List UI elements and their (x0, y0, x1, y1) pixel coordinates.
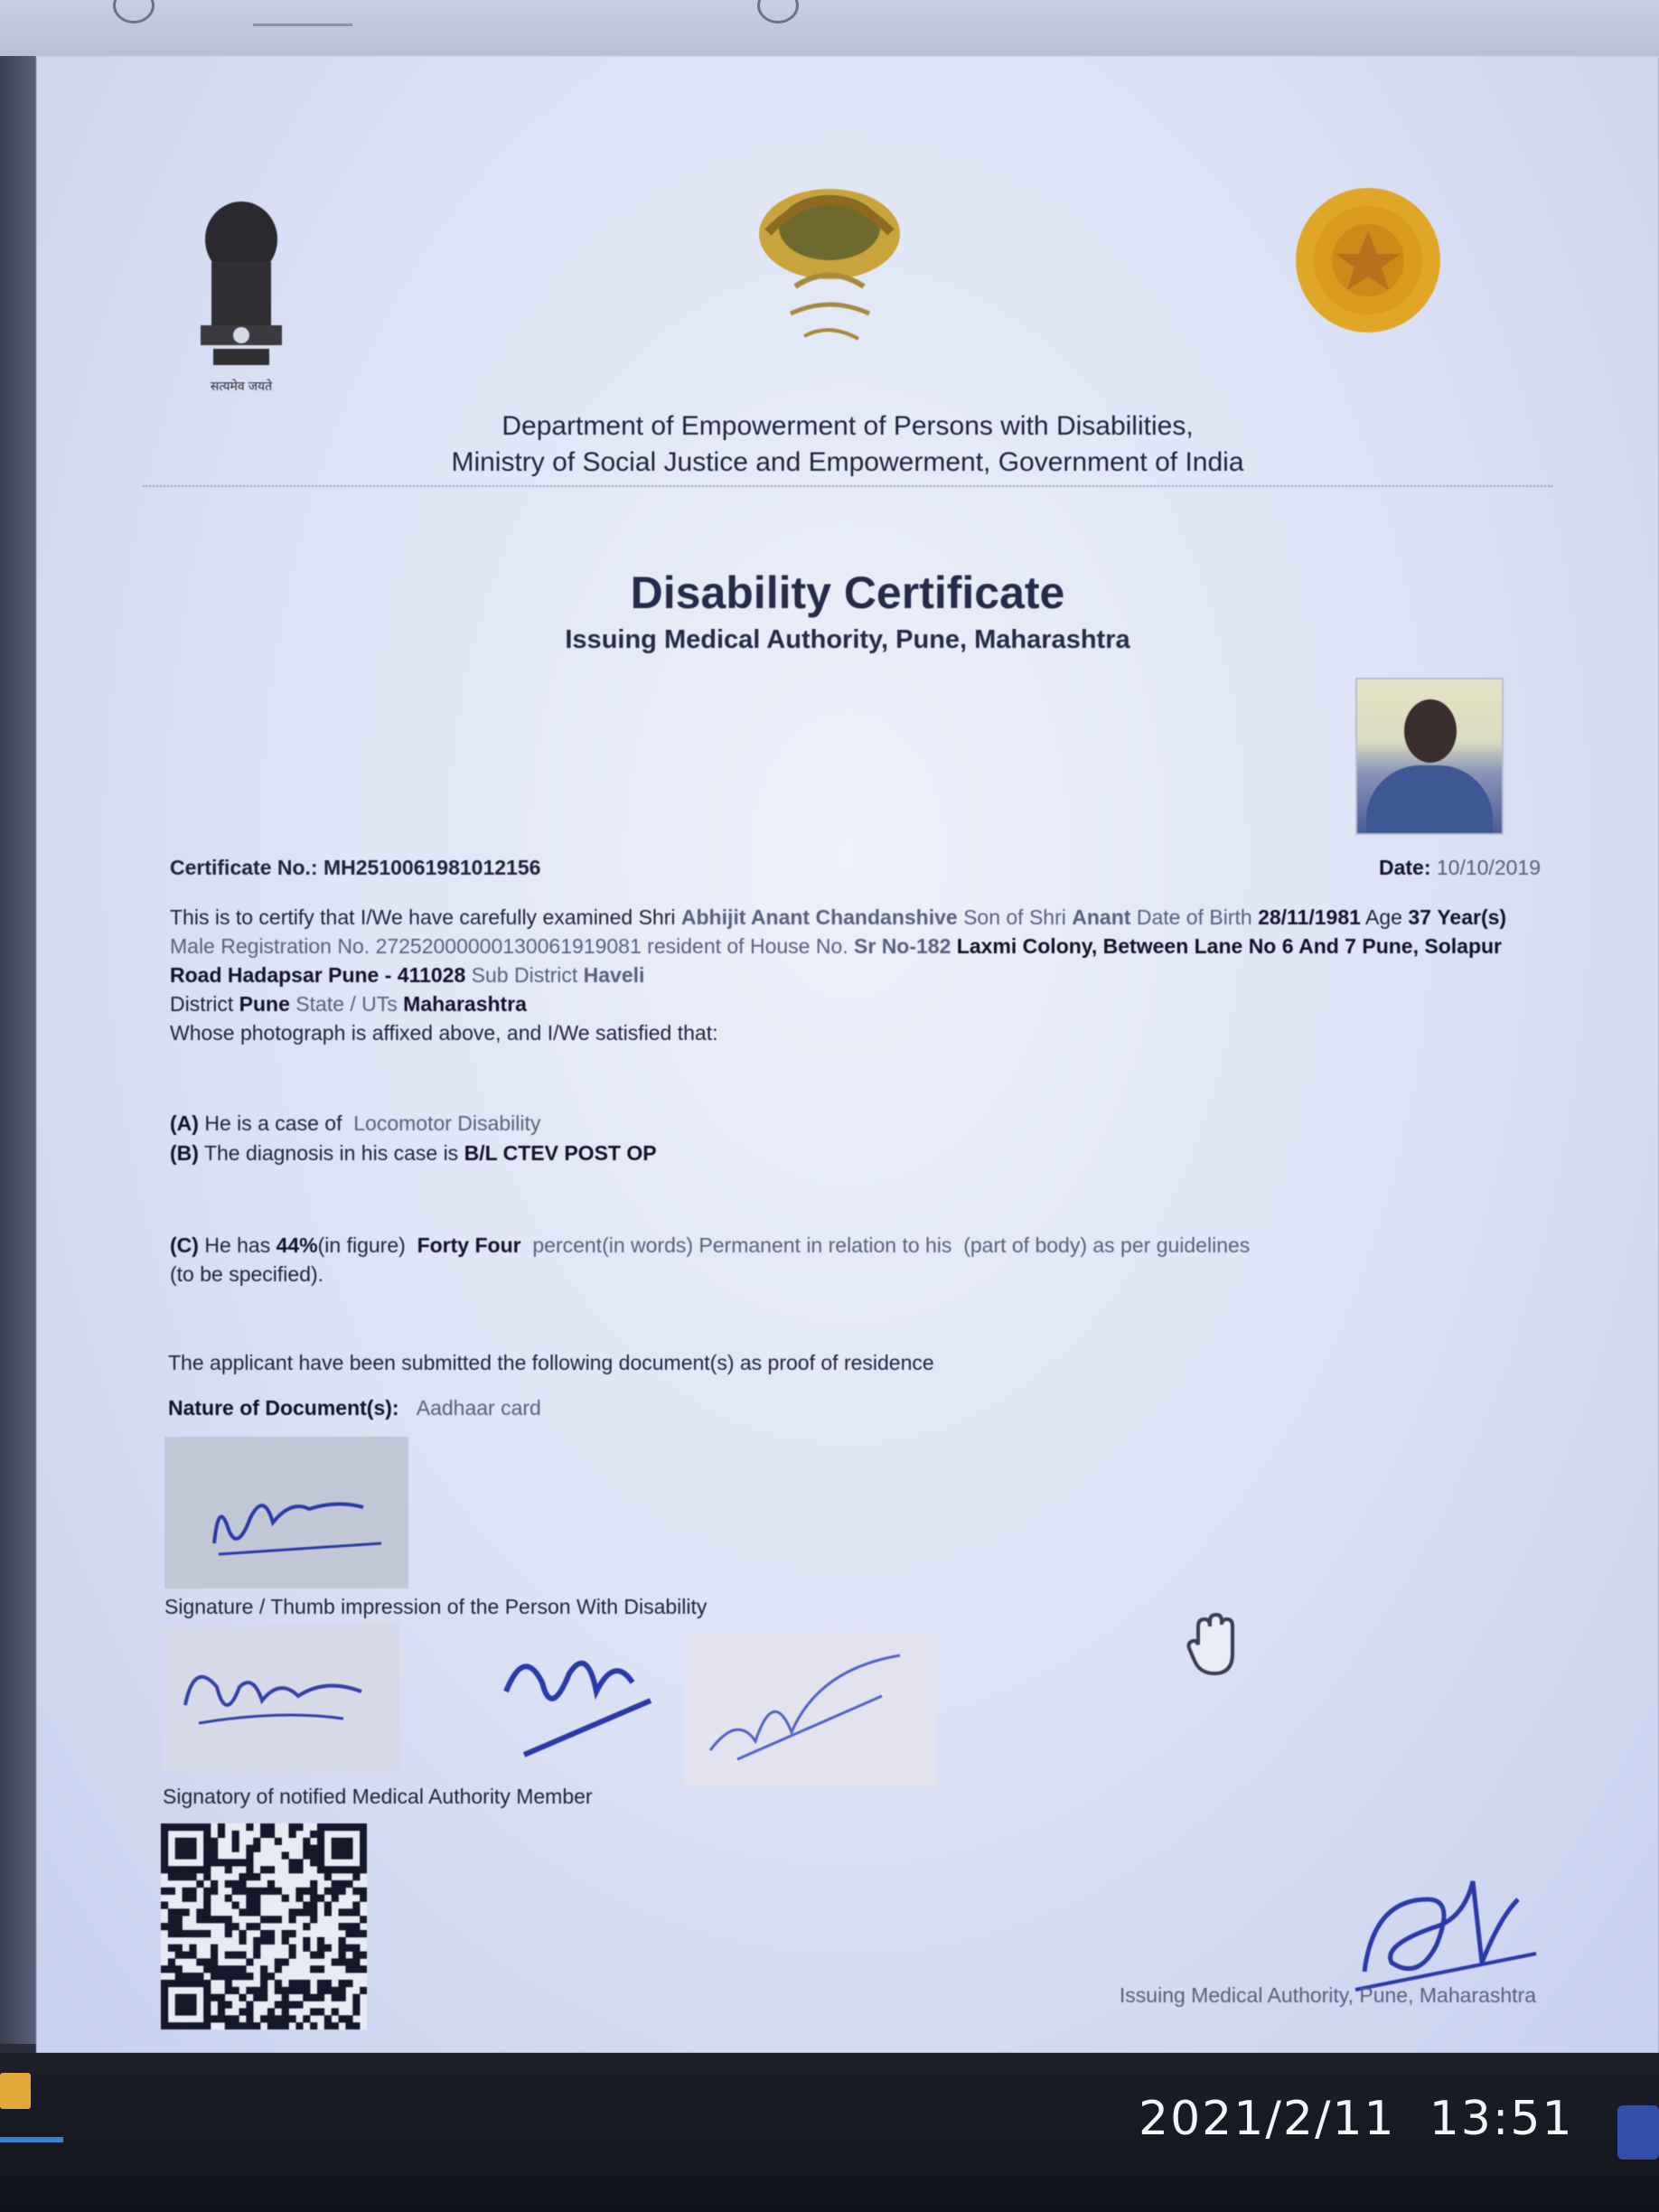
nature-of-documents (168, 1393, 541, 1422)
son-of-label: Son of Shri (963, 905, 1066, 929)
folder-icon[interactable] (0, 2073, 31, 2109)
father-name: Anant (1072, 905, 1131, 929)
disability-percent-words: Forty Four (417, 1233, 521, 1257)
applicant-photo (1355, 678, 1504, 835)
active-app-indicator (0, 2137, 63, 2142)
item-c-text1: He has (204, 1233, 271, 1257)
person-signature (164, 1437, 408, 1589)
sub-district-value: Haveli (583, 963, 645, 987)
certificate-subtitle: Issuing Medical Authority, Pune, Maharashtra (565, 625, 1130, 654)
state-label: State / UTs (295, 992, 398, 1016)
submitted-statement (168, 1348, 934, 1377)
district-label: District (170, 992, 234, 1016)
authority-signature-caption (163, 1782, 593, 1811)
toolbar-round-button[interactable] (757, 0, 799, 23)
item-b-label: (B) (170, 1141, 199, 1165)
dob-value: 28/11/1981 (1258, 905, 1361, 929)
notification-icon[interactable] (1617, 2105, 1659, 2160)
issuing-authority-signature (1328, 1863, 1545, 1999)
department-heading (36, 408, 1659, 481)
date-value: 10/10/2019 (1436, 856, 1541, 879)
state-value: Maharashtra (403, 992, 527, 1016)
item-c-label: (C) (170, 1233, 199, 1257)
toolbar-round-button[interactable] (113, 0, 155, 23)
photo-statement: Whose photograph is affixed above, and I/We satisfied that: (170, 1021, 718, 1045)
item-a (170, 1109, 540, 1138)
registration-number: 27252000000130061919081 (375, 934, 642, 958)
viewer-toolbar (0, 0, 1659, 58)
nature-label: Nature of Document(s): (168, 1396, 399, 1420)
item-c-text2: (in figure) (317, 1233, 406, 1257)
sex-value: Male (170, 934, 215, 958)
item-a-label: (A) (170, 1111, 199, 1135)
certificate-title: Disability Certificate (630, 567, 1065, 618)
clock-time: 13:51 (1429, 2092, 1574, 2146)
house-number: Sr No-182 (854, 934, 951, 958)
sub-district-label: Sub District (471, 963, 578, 987)
authority-signature-3 (683, 1633, 936, 1786)
diagnosis-value: B/L CTEV POST OP (464, 1141, 657, 1165)
submitted-text: The applicant have been submitted the following document(s) as proof of residence (168, 1351, 934, 1374)
clock-date: 2021/2/11 (1139, 2092, 1396, 2146)
header-divider (143, 485, 1552, 487)
item-a-text: He is a case of (204, 1111, 342, 1135)
certificate-number-value: MH2510061981012156 (323, 856, 541, 879)
item-c-text4: (part of body) as per guidelines (963, 1233, 1251, 1257)
national-emblem-icon (192, 190, 291, 398)
resident-label: resident of House No. (647, 934, 848, 958)
age-unit: Year(s) (1437, 905, 1507, 929)
item-b (170, 1139, 657, 1167)
qr-code (161, 1823, 367, 2029)
authority-signature-1 (163, 1624, 399, 1773)
age-value: 37 (1408, 905, 1431, 929)
issuing-authority-caption-text: Issuing Medical Authority, Pune, Maharashtra (1119, 1983, 1536, 2007)
authority-signature-caption-text: Signatory of notified Medical Authority Member (163, 1785, 593, 1808)
dob-label: Date of Birth (1136, 905, 1252, 929)
person-signature-caption (164, 1592, 707, 1621)
issuing-authority-caption (985, 1981, 1536, 2010)
toolbar-tab[interactable] (253, 23, 352, 26)
person-signature-caption-text: Signature / Thumb impression of the Person With Disability (164, 1595, 708, 1618)
registration-label: Registration No. (220, 934, 370, 958)
certificate-number (170, 853, 540, 882)
certification-paragraph (170, 903, 1534, 1047)
para-intro: This is to certify that I/We have carefully examined Shri (170, 905, 676, 929)
district-value: Pune (239, 992, 290, 1016)
item-b-text: The diagnosis in his case is (203, 1141, 459, 1165)
viewer-left-gutter (0, 56, 36, 2044)
authority-signature-2 (488, 1628, 669, 1773)
department-line-1: Department of Empowerment of Persons with Disabilities, (501, 411, 1194, 441)
disability-percent: 44% (276, 1233, 318, 1257)
item-c (170, 1231, 1534, 1289)
nature-value: Aadhaar card (416, 1396, 541, 1420)
age-label: Age (1365, 905, 1402, 929)
certificate-page (36, 56, 1659, 2053)
emblem-caption: सत्यमेव जयते (210, 379, 273, 393)
item-c-text3: percent(in words) Permanent in relation to his (532, 1233, 952, 1257)
disability-type: Locomotor Disability (353, 1111, 541, 1135)
address-value: Laxmi Colony, Between Lane No 6 And 7 Pune, Solapur Road Hadapsar Pune - 411028 (170, 934, 1502, 987)
certificate-number-label: Certificate No.: (170, 856, 318, 879)
state-seal-icon (1294, 186, 1442, 334)
date-label: Date: (1378, 856, 1431, 879)
applicant-name: Abhijit Anant Chandanshive (680, 905, 958, 929)
center-logo-icon (750, 178, 908, 359)
certificate-date (1270, 853, 1541, 882)
item-c-text5: (to be specified). (170, 1262, 324, 1286)
department-line-2: Ministry of Social Justice and Empowerment, Government of India (451, 447, 1244, 477)
taskbar-clock[interactable] (1139, 2092, 1574, 2146)
hand-cursor-icon (1182, 1610, 1245, 1682)
